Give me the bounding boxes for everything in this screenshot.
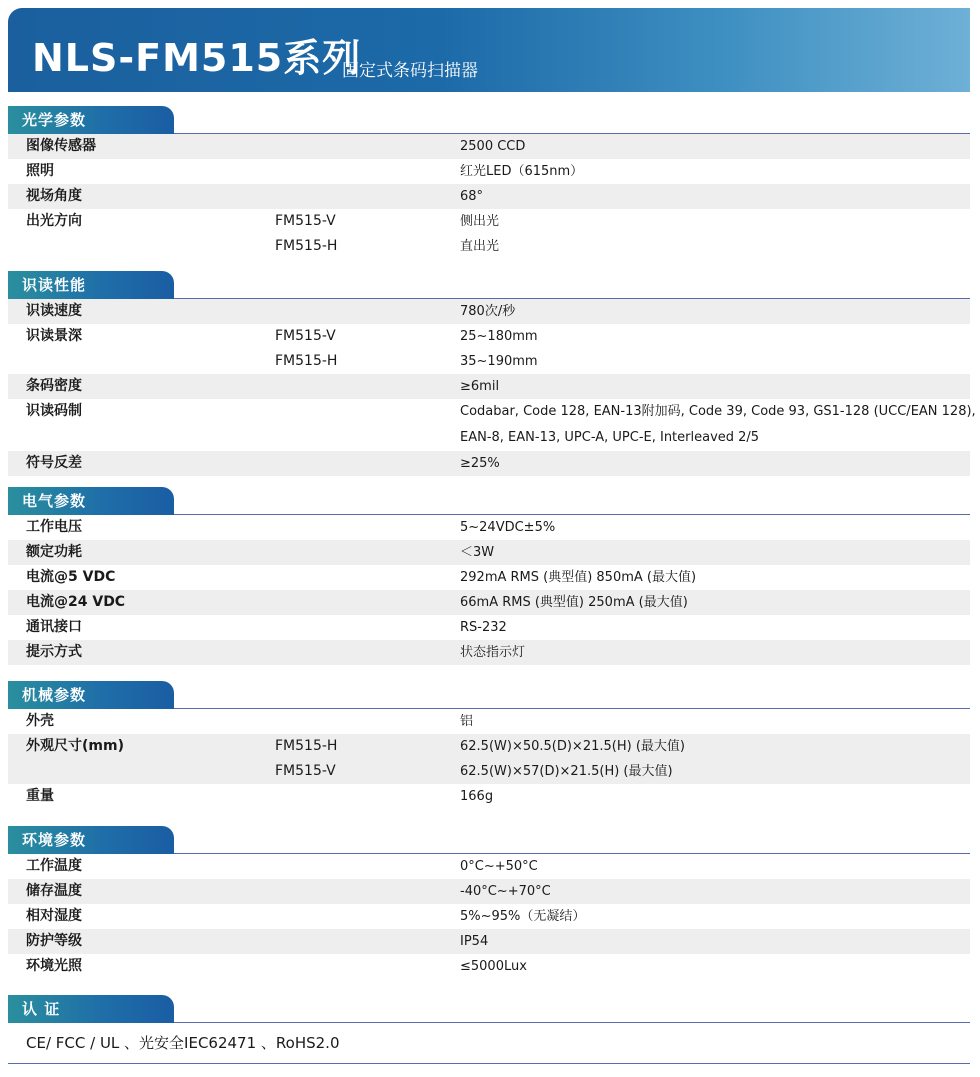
section-mechanical [8,681,970,809]
table-row: 电流@5 VDC 292mA RMS (典型值) 850mA (最大值) [26,569,697,585]
section-title: 识读性能 [8,271,174,299]
page-header [8,8,970,92]
table-row: 储存温度 -40°C~+70°C [8,879,970,904]
table-row: 条码密度 ≥6mil [8,374,970,399]
table-row: FM515-H 直出光 [275,238,500,254]
table-row: 照明 红光LED（615nm） [26,163,584,179]
page-title: NLS-FM515系列 [32,36,362,80]
table-row: FM515-V 62.5(W)×57(D)×21.5(H) (最大值) [8,759,970,784]
section-title: 认 证 [8,995,174,1023]
table-row: 电流@24 VDC 66mA RMS (典型值) 250mA (最大值) [8,590,970,615]
table-row: 外观尺寸(mm) FM515-H 62.5(W)×50.5(D)×21.5(H) (最大值) [8,734,970,759]
table-row: 相对湿度 5%~95%（无凝结） [26,908,586,924]
table-row: 防护等级 IP54 [8,929,970,954]
table-row: 额定功耗 ＜3W [8,540,970,565]
table-row: 通讯接口 RS-232 [26,619,507,635]
section-optical [8,106,970,259]
divider [8,1063,970,1064]
section-title: 环境参数 [8,826,174,854]
table-row: 提示方式 状态指示灯 [8,640,970,665]
table-row: 工作温度 0°C~+50°C [26,858,538,874]
certification-list: CE/ FCC / UL 、光安全IEC62471 、RoHS2.0 [26,1034,340,1052]
table-row: 出光方向 FM515-V 侧出光 [26,213,500,229]
section-title: 机械参数 [8,681,174,709]
table-row: 视场角度 68° [8,184,970,209]
section-certification [8,995,970,1063]
table-row: 外壳 铝 [26,713,474,729]
table-row: 环境光照 ≤5000Lux [26,958,527,974]
section-title: 光学参数 [8,106,174,134]
page-subtitle: 固定式条码扫描器 [342,61,478,81]
table-row: FM515-H 35~190mm [275,353,538,369]
section-environment [8,826,970,979]
section-reading [8,271,976,476]
table-row: 重量 166g [26,788,494,804]
table-row: 识读景深 FM515-V 25~180mm [26,328,538,344]
table-row: 识读码制 Codabar, Code 128, EAN-13附加码, Code 39, Code 93, GS1-128 (UCC/EAN 128), EAN-8, EAN-13, UPC-A, UPC-E, Interleaved 2/5 [26,403,976,445]
table-row: 图像传感器 2500 CCD [8,134,970,159]
table-row: 识读速度 780次/秒 [8,299,970,324]
table-row: 工作电压 5~24VDC±5% [26,519,556,535]
section-electrical [8,487,970,665]
section-title: 电气参数 [8,487,174,515]
table-row: 符号反差 ≥25% [8,451,970,476]
